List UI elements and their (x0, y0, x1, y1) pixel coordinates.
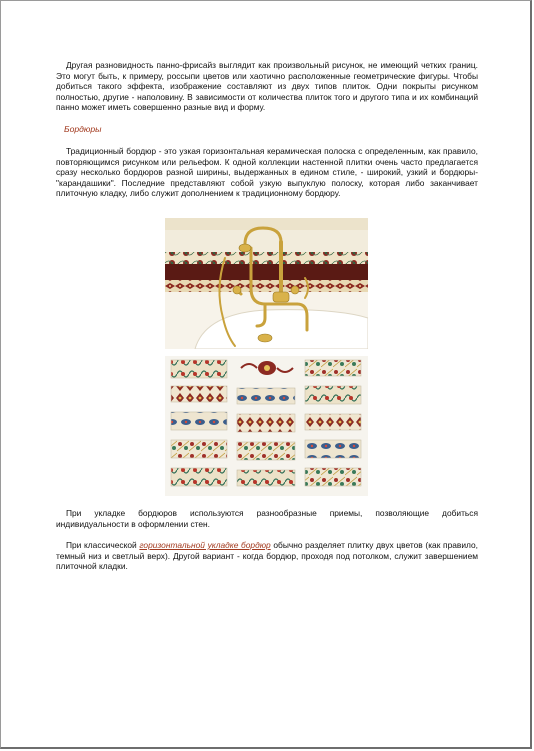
paragraph-laying-methods (56, 508, 478, 529)
section-heading-borders: Бордюры (64, 124, 102, 134)
paragraph-panno-text: Другая разновидность панно-фрисайз выглядит как произвольный рисунок, не имеющий четких границ. Это могут быть, к примеру, россыпи цветов или хаотично расположенные геометрические фигуры. Чтобы добиться такого эффекта, изображение составляют из двух типов плиток. Одни покрыты рисунком полностью, другие - наполовину. В зависимости от количества плиток того и другого типа и их комбинаций панно может иметь совершенно разные вид и форму. (56, 60, 478, 113)
paragraph-traditional-border (56, 146, 478, 199)
faucet-border-illustration (165, 218, 368, 349)
paragraph-laying-methods-text: При укладке бордюров используются разнообразные приемы, позволяющие добиться индивидуальности в оформлении стен. (56, 508, 478, 529)
paragraph-traditional-border-text: Традиционный бордюр - это узкая горизонтальная керамическая полоска с определенным, как правило, повторяющимся рисунком или рельефом. К одной коллекции настенной плитки очень часто предлагается сразу несколько бордюров разной ширины, выдержанных в едином стиле, - широкий, узкий и бордюры-"карандашики". Последние представляют собой узкую выпуклую полоску, которая либо заканчивает плиточную кладку, либо служит дополнением к традиционному бордюру. (56, 146, 478, 199)
horizontal-laying-link[interactable]: горизонтальной укладке бордюр (139, 540, 271, 550)
paragraph-horizontal-laying-end: обычно разделяет плитку двух цветов (как правило, темный низ и светлый верх). Другой вариант - когда бордюр, проходя под потолком, служит завершением плиточной кладки. (56, 540, 479, 572)
border-samples-illustration (165, 356, 368, 496)
border-samples-photo (165, 356, 368, 496)
paragraph-horizontal-laying-start: При классической (66, 540, 140, 550)
faucet-border-photo (165, 218, 368, 349)
paragraph-panno (56, 60, 478, 113)
paragraph-horizontal-laying (56, 540, 478, 572)
